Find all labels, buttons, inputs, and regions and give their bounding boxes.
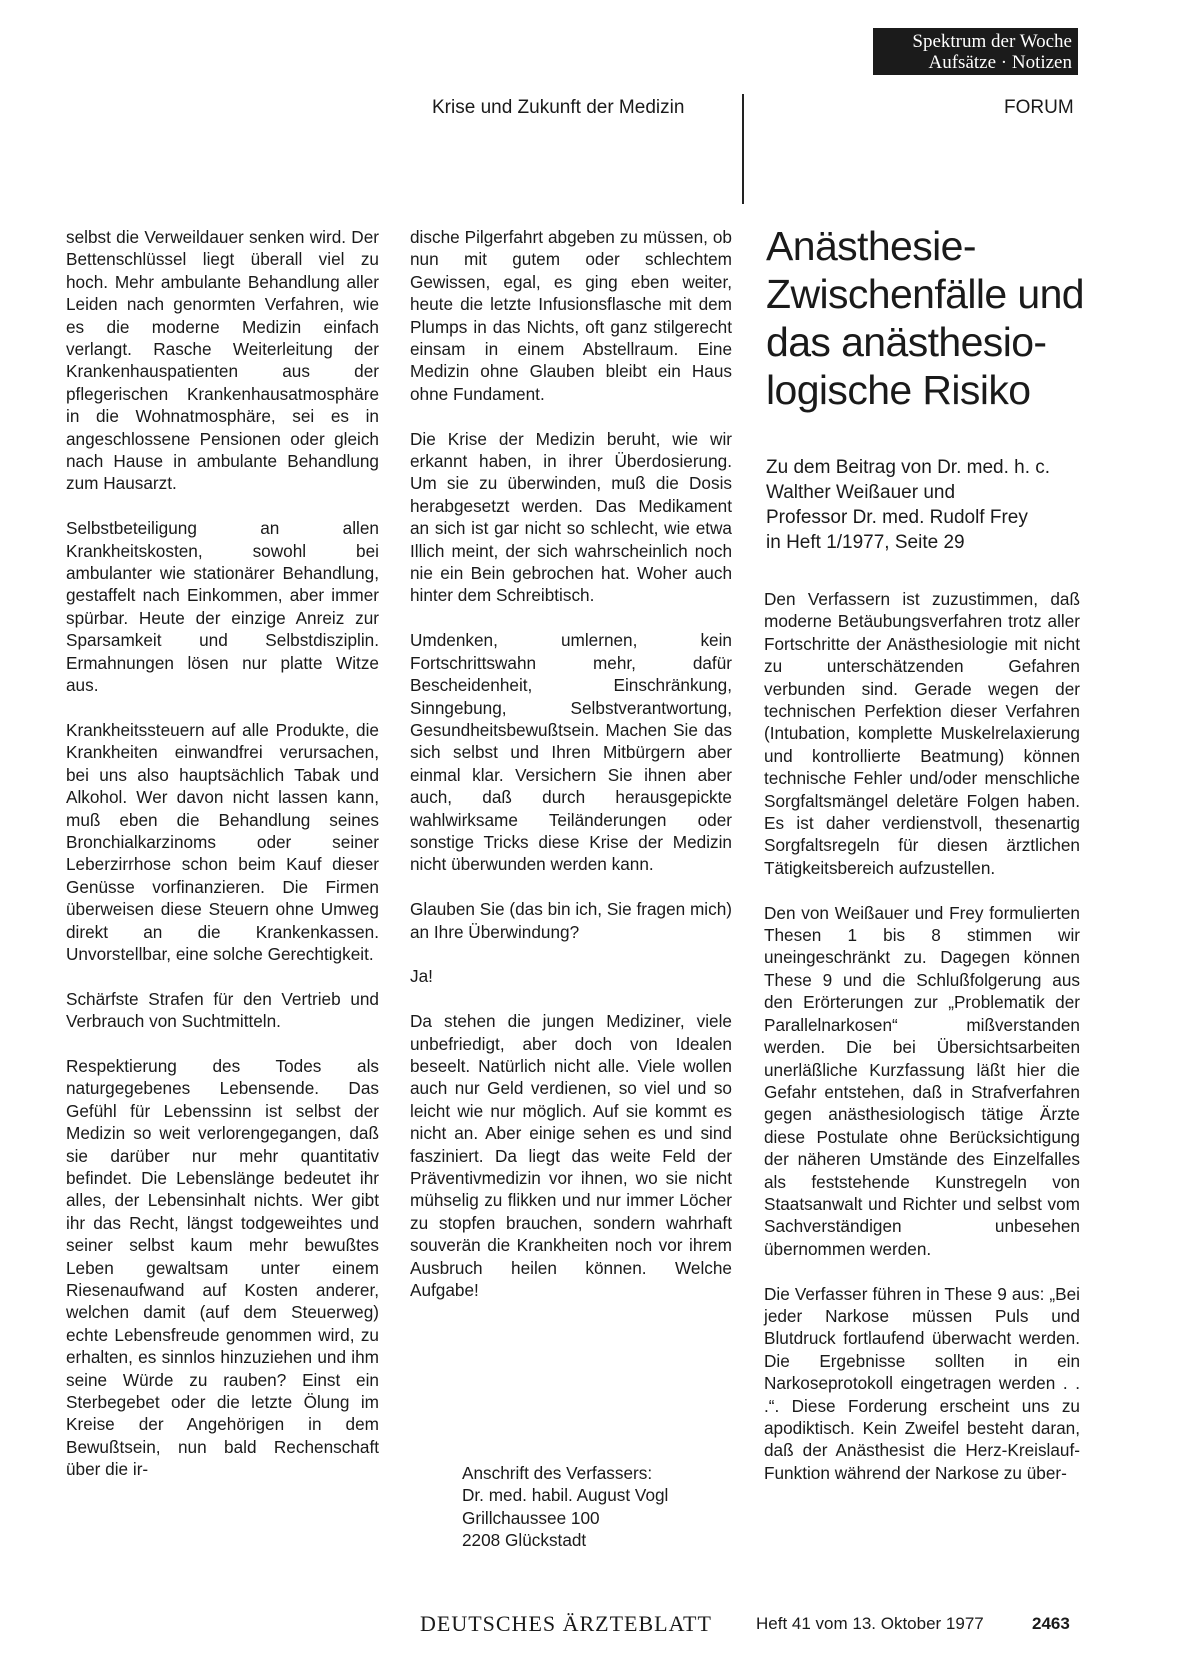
address-street: Grillchaussee 100	[462, 1507, 600, 1528]
paragraph: Ja!	[410, 966, 433, 987]
article-subtitle	[766, 455, 1096, 555]
running-header-section: FORUM	[1004, 97, 1074, 118]
paragraph: dische Pilgerfahrt abgeben zu müssen, ob nun mit gutem oder schlechtem Gewissen, egal, es ging eben weiter, heute die letzte Infusionsflasche mit dem Plumps in das Nichts, oft ganz stilgerecht einsam in einem Abstellraum. Eine Medizin ohne Glauben bleibt ein Haus ohne Fundament.	[410, 227, 732, 404]
subtitle-line: Zu dem Beitrag von Dr. med. h. c.	[766, 457, 1051, 478]
title-line: das anästhesio-	[766, 319, 1047, 365]
footer-magazine: DEUTSCHES ÄRZTEBLATT	[420, 1611, 712, 1636]
subtitle-line: Walther Weißauer und	[766, 482, 956, 503]
title-line: Anästhesie-	[766, 223, 976, 269]
paragraph: selbst die Verweildauer senken wird. Der Bettenschlüssel liegt überall viel zu hoch. Mehr ambulante Behandlung aller Leiden nach genormten Verfahren, wie es die moderne Medizin einfach verlangt. Rasche Weiterleitung der Krankenhauspatienten aus der pflegerischen Krankenhausatmosphäre in die Wohnatmosphäre, sei es in angeschlossene Pensionen oder gleich nach Hause in ambulante Behandlung zum Hausarzt.	[66, 227, 379, 494]
paragraph: Den Verfassern ist zuzustimmen, daß moderne Betäubungsverfahren trotz aller Fortschritte der Anästhesiologie mit nicht zu unterschätzenden Gefahren verbunden sind. Gerade wegen der technischen Perfektion dieser Verfahren (Intubation, komplette Muskelrelaxierung und kontrollierte Beatmung) können technische Fehler und/oder menschliche Sorgfaltsmängel deletäre Folgen haben. Es ist daher verdienstvoll, thesenartig Sorgfaltsregeln für diesen ärztlichen Tätigkeitsbereich aufzustellen.	[764, 589, 1080, 878]
footer-page-number: 2463	[1032, 1614, 1070, 1633]
footer-issue: Heft 41 vom 13. Oktober 1977	[756, 1614, 984, 1633]
section-badge	[873, 28, 1078, 75]
paragraph: Selbstbeteiligung an allen Krankheitskosten, sowohl bei ambulanter wie stationärer Behandlung, gestaffelt nach Einkommen, aber immer spürbar. Heute der einzige Anreiz zur Sparsamkeit und Selbstdisziplin. Ermahnungen lösen nur platte Witze aus.	[66, 518, 379, 696]
paragraph: Umdenken, umlernen, kein Fortschrittswahn mehr, dafür Bescheidenheit, Einschränkung, Sinngebung, Selbstverantwortung, Gesundheitsbewußtsein. Machen Sie das sich selbst und Ihren Mitbürgern aber einmal klar. Versichern Sie ihnen aber auch, daß durch herausgepickte wahlwirksame Teiländerungen oder sonstige Tricks diese Krise der Medizin nicht überwunden werden kann.	[410, 630, 732, 875]
paragraph: Den von Weißauer und Frey formulierten Thesen 1 bis 8 stimmen wir uneingeschränkt zu. Dagegen können These 9 und die Schlußfolgerung aus den Erörterungen zur „Problematik der Parallelnarkosen“ mißverstanden werden. Die bei Übersichtsarbeiten unerläßliche Kurzfassung läßt hier die Gefahr entstehen, daß in Strafverfahren gegen anästhesiologisch tätige Ärzte diese Postulate ohne Berücksichtigung der näheren Umstände des Einzelfalles als feststehende Kunstregeln von Staatsanwalt und Richter und selbst vom Sachverständigen unbesehen übernommen werden.	[764, 902, 1080, 1259]
paragraph: Krankheitssteuern auf alle Produkte, die Krankheiten einwandfrei verursachen, bei uns also hauptsächlich Tabak und Alkohol. Wer davon nicht lassen kann, muß eben die Behandlung seines Bronchialkarzinoms oder seiner Leberzirrhose schon beim Kauf dieser Genüsse vorfinanzieren. Die Firmen überweisen diese Steuern ohne Umweg direkt an die Krankenkassen. Unvorstellbar, eine solche Gerechtigkeit.	[66, 719, 379, 964]
paragraph: Da stehen die jungen Mediziner, viele unbefriedigt, aber doch von Idealen beseelt. Natürlich nicht alle. Viele wollen auch nur Geld verdienen, so viel und so leicht wie nur möglich. Auf sie kommt es nicht an. Aber einige sehen es und sind fasziniert. Da liegt das weite Feld der Präventivmedizin vor ihnen, wo sie nicht mühselig zu flikken und nur immer Löcher zu stopfen brauchen, sondern wahrhaft souverän die Krankheiten noch vor ihrem Ausbruch heilen können. Welche Aufgabe!	[410, 1011, 732, 1301]
badge-line-1: Spektrum der Woche	[912, 31, 1072, 52]
paragraph: Die Krise der Medizin beruht, wie wir erkannt haben, in ihrer Überdosierung. Um sie zu überwinden, muß die Dosis herabgesetzt werden. Das Medikament an sich ist gar nicht so schlecht, wie etwa Illich meint, der sich wahrscheinlich noch nie ein Bein gebrochen hat. Woher auch hinter dem Schreibtisch.	[410, 428, 732, 606]
paragraph: Die Verfasser führen in These 9 aus: „Bei jeder Narkose müssen Puls und Blutdruck fortlaufend überwacht werden. Die Ergebnisse sollten in ein Narkoseprotokoll eingetragen werden . . .“. Diese Forderung erscheint uns zu apodiktisch. Kein Zweifel besteht daran, daß der Anästhesist die Herz-Kreislauf-Funktion während der Narkose zu über-	[764, 1283, 1080, 1483]
text-column-3	[764, 588, 1080, 1507]
title-line: logische Risiko	[766, 367, 1031, 413]
article-title	[766, 222, 1102, 414]
subtitle-line: in Heft 1/1977, Seite 29	[766, 532, 965, 553]
badge-line-2: Aufsätze · Notizen	[928, 52, 1072, 73]
running-header-title: Krise und Zukunft der Medizin	[432, 97, 685, 118]
text-column-2	[410, 226, 732, 1324]
paragraph: Glauben Sie (das bin ich, Sie fragen mich) an Ihre Überwindung?	[410, 899, 732, 942]
text-column-1	[66, 226, 379, 1503]
title-line: Zwischenfälle und	[766, 271, 1084, 317]
address-label: Anschrift des Verfassers:	[462, 1463, 653, 1483]
header-divider	[742, 94, 744, 204]
subtitle-line: Professor Dr. med. Rudolf Frey	[766, 507, 1028, 528]
address-city: 2208 Glückstadt	[462, 1530, 587, 1551]
paragraph: Respektierung des Todes als naturgegebenes Lebensende. Das Gefühl für Lebenssinn ist selbst der Medizin so weit verlorengegangen, daß sie darüber nur mehr quantitativ befindet. Die Lebenslänge bedeutet ihr alles, der Lebensinhalt nichts. Wer gibt ihr das Recht, längst todgeweihtes und seiner selbst kaum mehr bewußtes Leben gewaltsam unter einem Riesenaufwand auf Kosten anderer, welchen damit (auf dem Steuerweg) echte Lebensfreude genommen wird, zu erhalten, es sinnlos hinzuziehen und ihm seine Würde zu rauben? Einst ein Sterbegebet oder die letzte Ölung im Kreise der Angehörigen in dem Bewußtsein, nun bald Rechenschaft über die ir-	[66, 1055, 379, 1480]
address-name: Dr. med. habil. August Vogl	[462, 1485, 669, 1506]
paragraph: Schärfste Strafen für den Vertrieb und Verbrauch von Suchtmitteln.	[66, 988, 379, 1032]
author-address	[462, 1462, 762, 1552]
